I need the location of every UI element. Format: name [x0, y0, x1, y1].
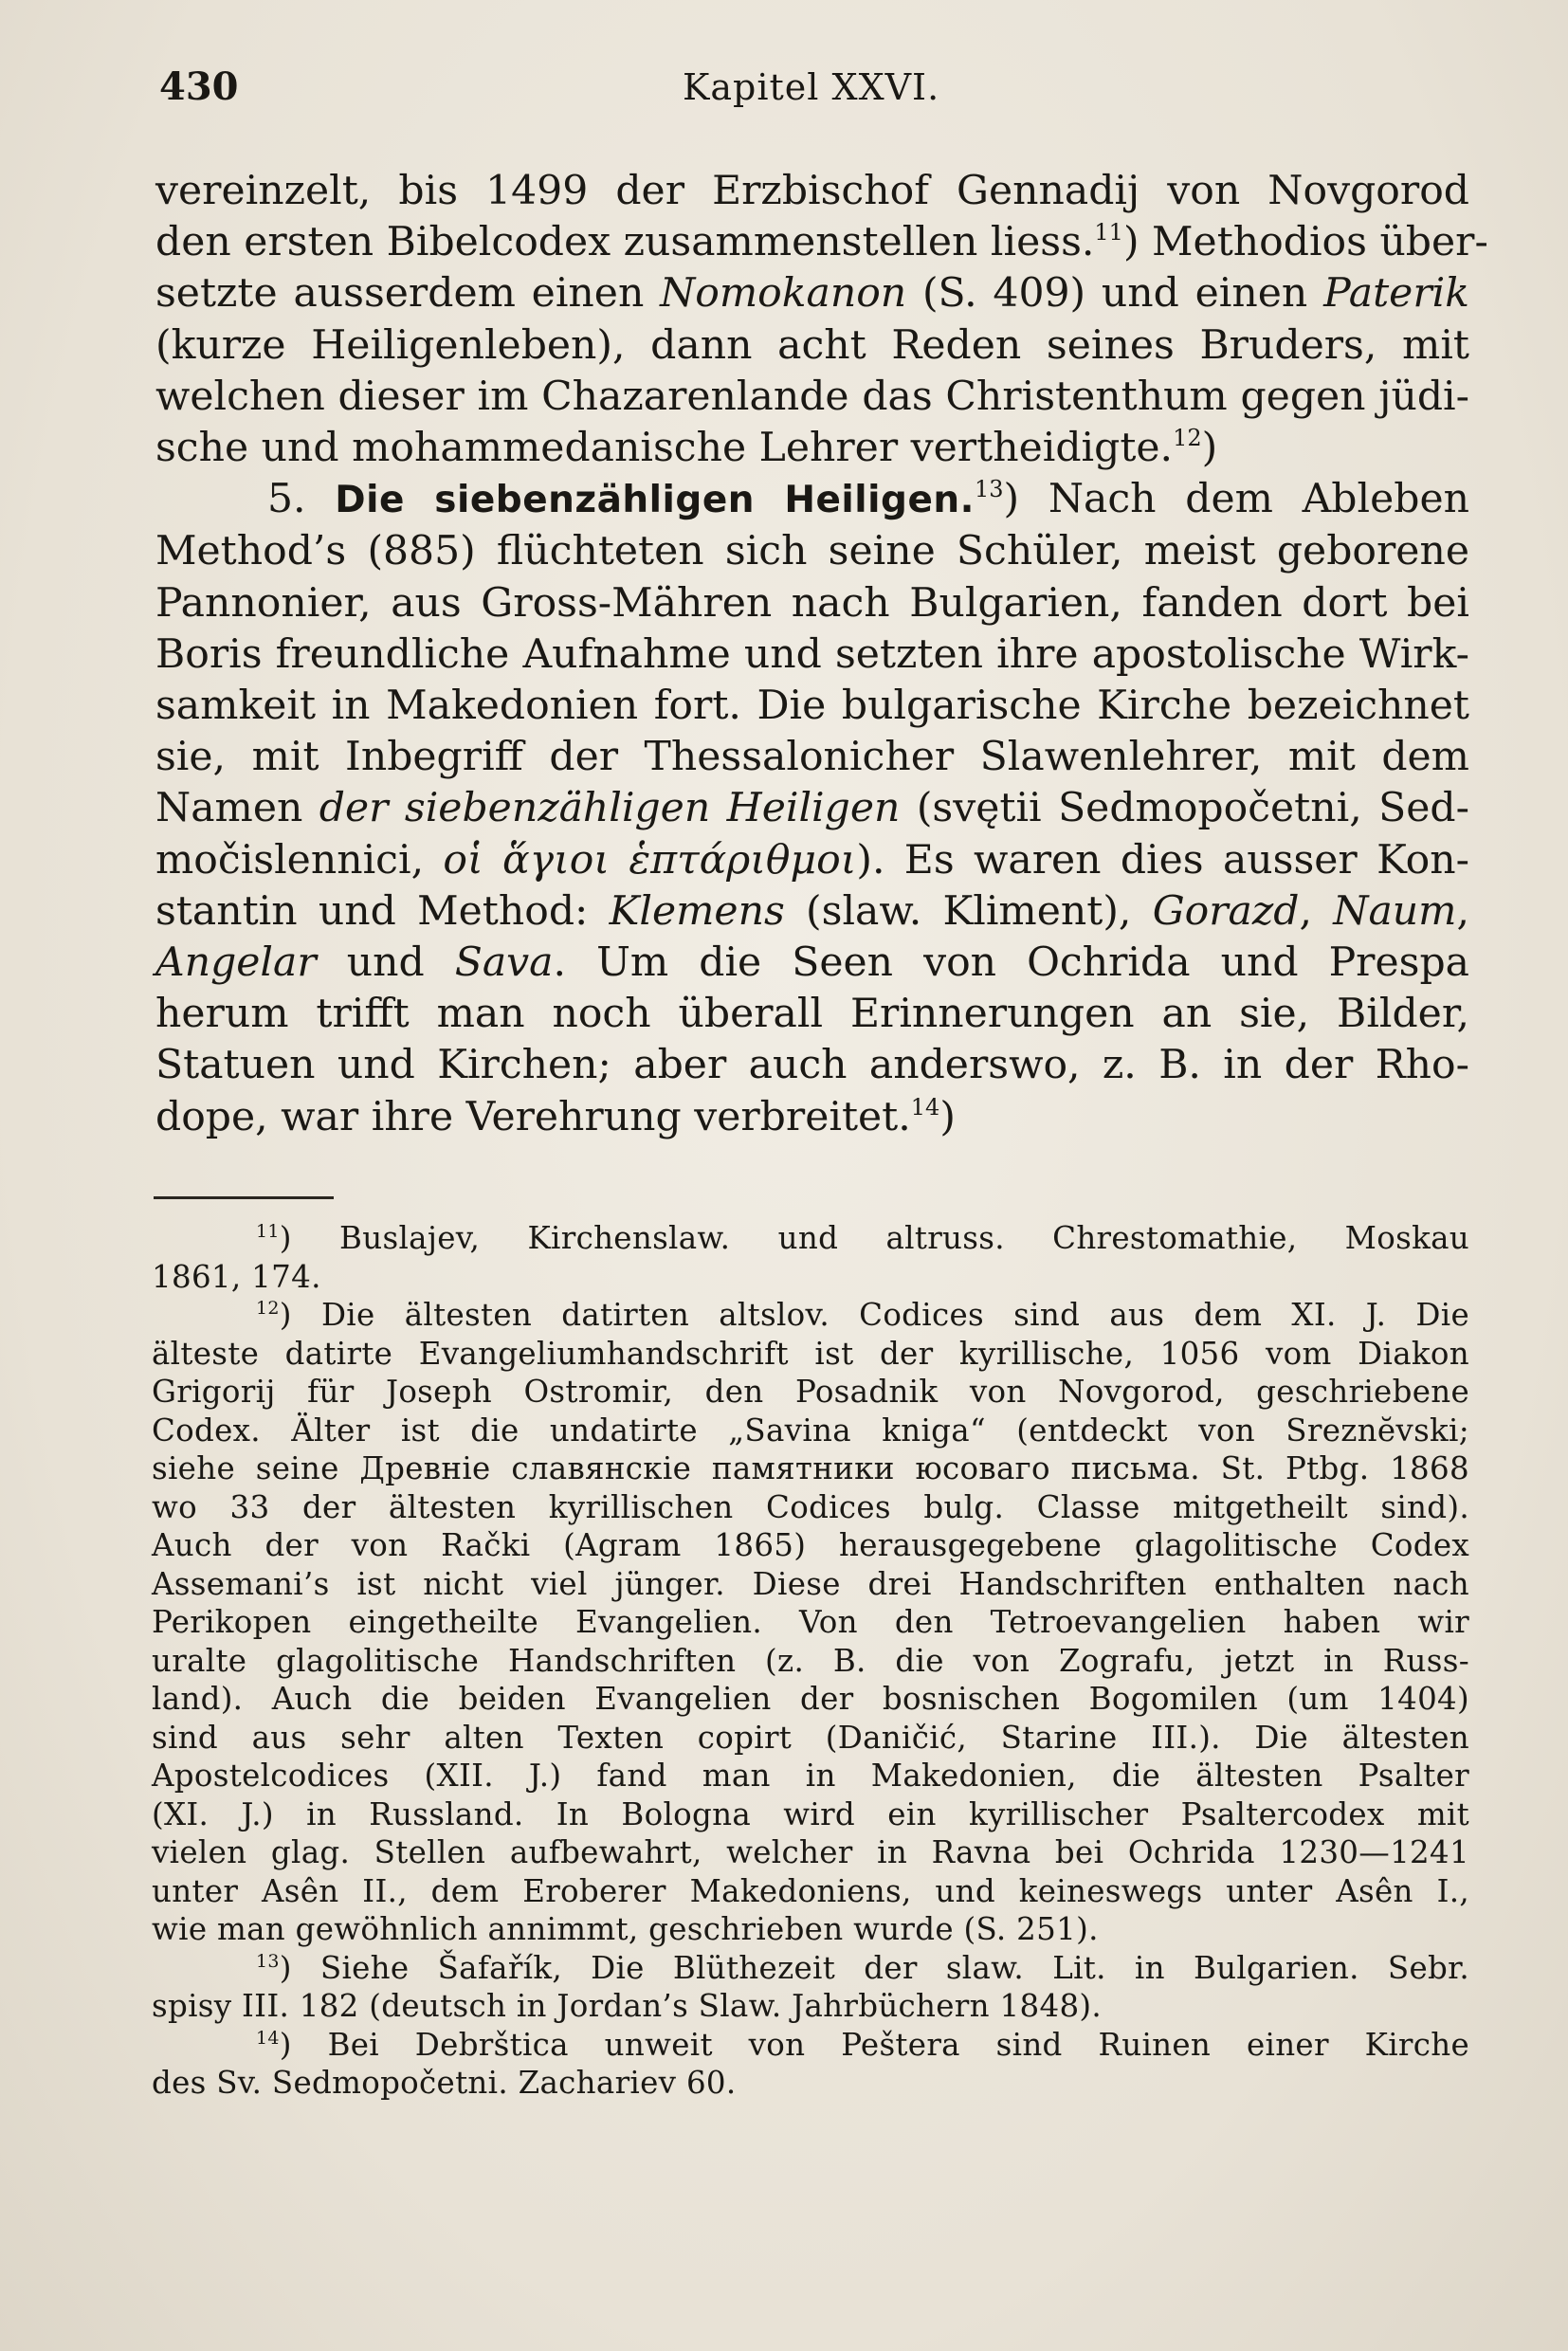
footnote-line: Auch der von Rački (Agram 1865) herausgegebene glagolitische Codex: [152, 1527, 1469, 1563]
greek-term: οἱ ἅγιοι ἑπτάριθμοι: [443, 836, 857, 884]
footnote-line: vielen glag. Stellen aufbewahrt, welcher in Ravna bei Ochrida 1230—1241: [152, 1834, 1469, 1870]
footnote-number: 12: [256, 1298, 280, 1319]
footnote-ref: 11: [1094, 219, 1123, 246]
text-line: vereinzelt, bis 1499 der Erzbischof Gennadij von Novgorod: [155, 168, 1469, 214]
text-line: Namen der siebenzähligen Heiligen (svętii Sedmopočetni, Sed-: [155, 785, 1470, 832]
text-line: herum trifft man noch überall Erinnerungen an sie, Bilder,: [155, 991, 1469, 1038]
footnote-line: Assemani’s ist nicht viel jünger. Diese drei Handschriften enthalten nach: [152, 1565, 1469, 1602]
text-line: dope, war ihre Verehrung verbreitet.$^{14}$): [155, 1093, 956, 1140]
italic-name: Klemens: [609, 887, 785, 935]
text-line: Pannonier, aus Gross-Mähren nach Bulgarien, fanden dort bei: [155, 579, 1469, 627]
text-line: sie, mit Inbegriff der Thessalonicher Slawenlehrer, mit dem: [155, 734, 1469, 781]
text-line: samkeit in Makedonien fort. Die bulgarische Kirche bezeichnet: [155, 683, 1469, 730]
page-number: 430: [159, 64, 239, 109]
text-line: (kurze Heiligenleben), dann acht Reden seines Bruders, mit: [155, 321, 1469, 369]
text-line: močislennici, οἱ ἅγιοι ἑπτάριθμοι). Es waren dies ausser Kon-: [155, 836, 1469, 884]
italic-term: Nomokanon: [660, 270, 907, 318]
footnote-ref: 12: [1173, 425, 1202, 452]
footnote-line: des Sv. Sedmopočetni. Zachariev 60.: [152, 2065, 737, 2101]
section-heading-line: 5. Die siebenzähligen Heiligen.$^{13}$) Nach dem Ableben: [267, 476, 1469, 523]
footnote-11: $^{11}$) Buslajev, Kirchenslaw. und altruss. Chrestomathie, Moskau: [256, 1220, 1469, 1256]
footnote-line: wie man gewöhnlich annimmt, geschrieben wurde (S. 251).: [152, 1911, 1099, 1947]
footnote-ref: 14: [910, 1093, 940, 1121]
text-line: welchen dieser im Chazarenlande das Christenthum gegen jüdi-: [155, 373, 1469, 420]
footnote-12: $^{12}$) Die ältesten datirten altslov. Codices sind aus dem XI. J. Die: [256, 1297, 1469, 1333]
footnote-number: 11: [256, 1221, 280, 1242]
footnote-line: Codex. Älter ist die undatirte „Savina kniga“ (entdeckt von Sreznĕvski;: [152, 1412, 1469, 1449]
footnote-line: spisy III. 182 (deutsch in Jordan’s Slaw. Jahrbüchern 1848).: [152, 1988, 1103, 2024]
footnote-ref: 13: [974, 476, 1004, 503]
main-text: [155, 166, 1488, 1143]
footnote-line: land). Auch die beiden Evangelien der bosnischen Bogomilen (um 1404): [152, 1681, 1469, 1717]
footnote-line: Grigorij für Joseph Ostromir, den Posadnik von Novgorod, geschriebene: [152, 1374, 1469, 1410]
italic-name: Angelar: [155, 939, 317, 987]
text-line: setzte ausserdem einen Nomokanon (S. 409) und einen Paterik: [155, 270, 1469, 318]
text-line: Boris freundliche Aufnahme und setzten ihre apostolische Wirk-: [155, 630, 1469, 678]
footnote-line: unter Asên II., dem Eroberer Makedoniens, und keineswegs unter Asên I.,: [152, 1872, 1469, 1909]
footnote-line: Apostelcodices (XII. J.) fand man in Makedonien, die ältesten Psalter: [152, 1758, 1469, 1794]
footnote-13: $^{13}$) Siehe Šafařík, Die Blüthezeit der slaw. Lit. in Bulgarien. Sebr.: [256, 1949, 1469, 1986]
footnote-line: 1861, 174.: [152, 1258, 321, 1295]
text-line: Angelar und Sava. Um die Seen von Ochrida und Prespa: [155, 939, 1470, 987]
footnotes: [152, 1219, 1469, 2103]
text-line: den ersten Bibelcodex zusammenstellen liess.$^{11}$) Methodios über-: [155, 219, 1488, 266]
italic-term: der siebenzähligen Heiligen: [319, 785, 901, 832]
text-line: Statuen und Kirchen; aber auch anderswo, z. B. in der Rho-: [155, 1042, 1469, 1089]
page-header: [152, 55, 1469, 112]
footnote-line: wo 33 der ältesten kyrillischen Codices bulg. Classe mitgetheilt sind).: [152, 1488, 1469, 1525]
footnote-line: siehe seine Древніе славянскіе памятники юсоваго письма. St. Ptbg. 1868: [152, 1450, 1469, 1486]
italic-name: Gorazd: [1152, 887, 1300, 935]
italic-name: Naum: [1333, 887, 1457, 935]
section-heading: Die siebenzähligen Heiligen.: [335, 479, 975, 522]
italic-name: Sava: [454, 939, 554, 987]
footnote-line: älteste datirte Evangeliumhandschrift ist der kyrillische, 1056 vom Diakon: [152, 1335, 1469, 1372]
footnote-line: sind aus sehr alten Texten copirt (Daničić, Starine III.). Die ältesten: [152, 1719, 1469, 1756]
text-line: stantin und Method: Klemens (slaw. Kliment), Gorazd, Naum,: [155, 887, 1469, 935]
footnote-number: 14: [256, 2027, 280, 2049]
footnote-line: (XI. J.) in Russland. In Bologna wird ein kyrillischer Psaltercodex mit: [152, 1795, 1469, 1832]
footnote-line: uralte glagolitische Handschriften (z. B. die von Zografu, jetzt in Russ-: [152, 1642, 1469, 1679]
text-line: Method’s (885) flüchteten sich seine Schüler, meist geborene: [155, 528, 1469, 575]
running-title: Kapitel XXVI.: [683, 66, 940, 108]
footnote-divider: [154, 1196, 334, 1199]
italic-term: Paterik: [1323, 270, 1469, 318]
footnote-14: $^{14}$) Bei Debrštica unweit von Peštera sind Ruinen einer Kirche: [256, 2026, 1469, 2063]
text-line: sche und mohammedanische Lehrer vertheidigte.$^{12}$): [155, 425, 1218, 472]
footnote-number: 13: [256, 1950, 280, 1972]
footnote-line: Perikopen eingetheilte Evangelien. Von den Tetroevangelien haben wir: [152, 1604, 1469, 1640]
